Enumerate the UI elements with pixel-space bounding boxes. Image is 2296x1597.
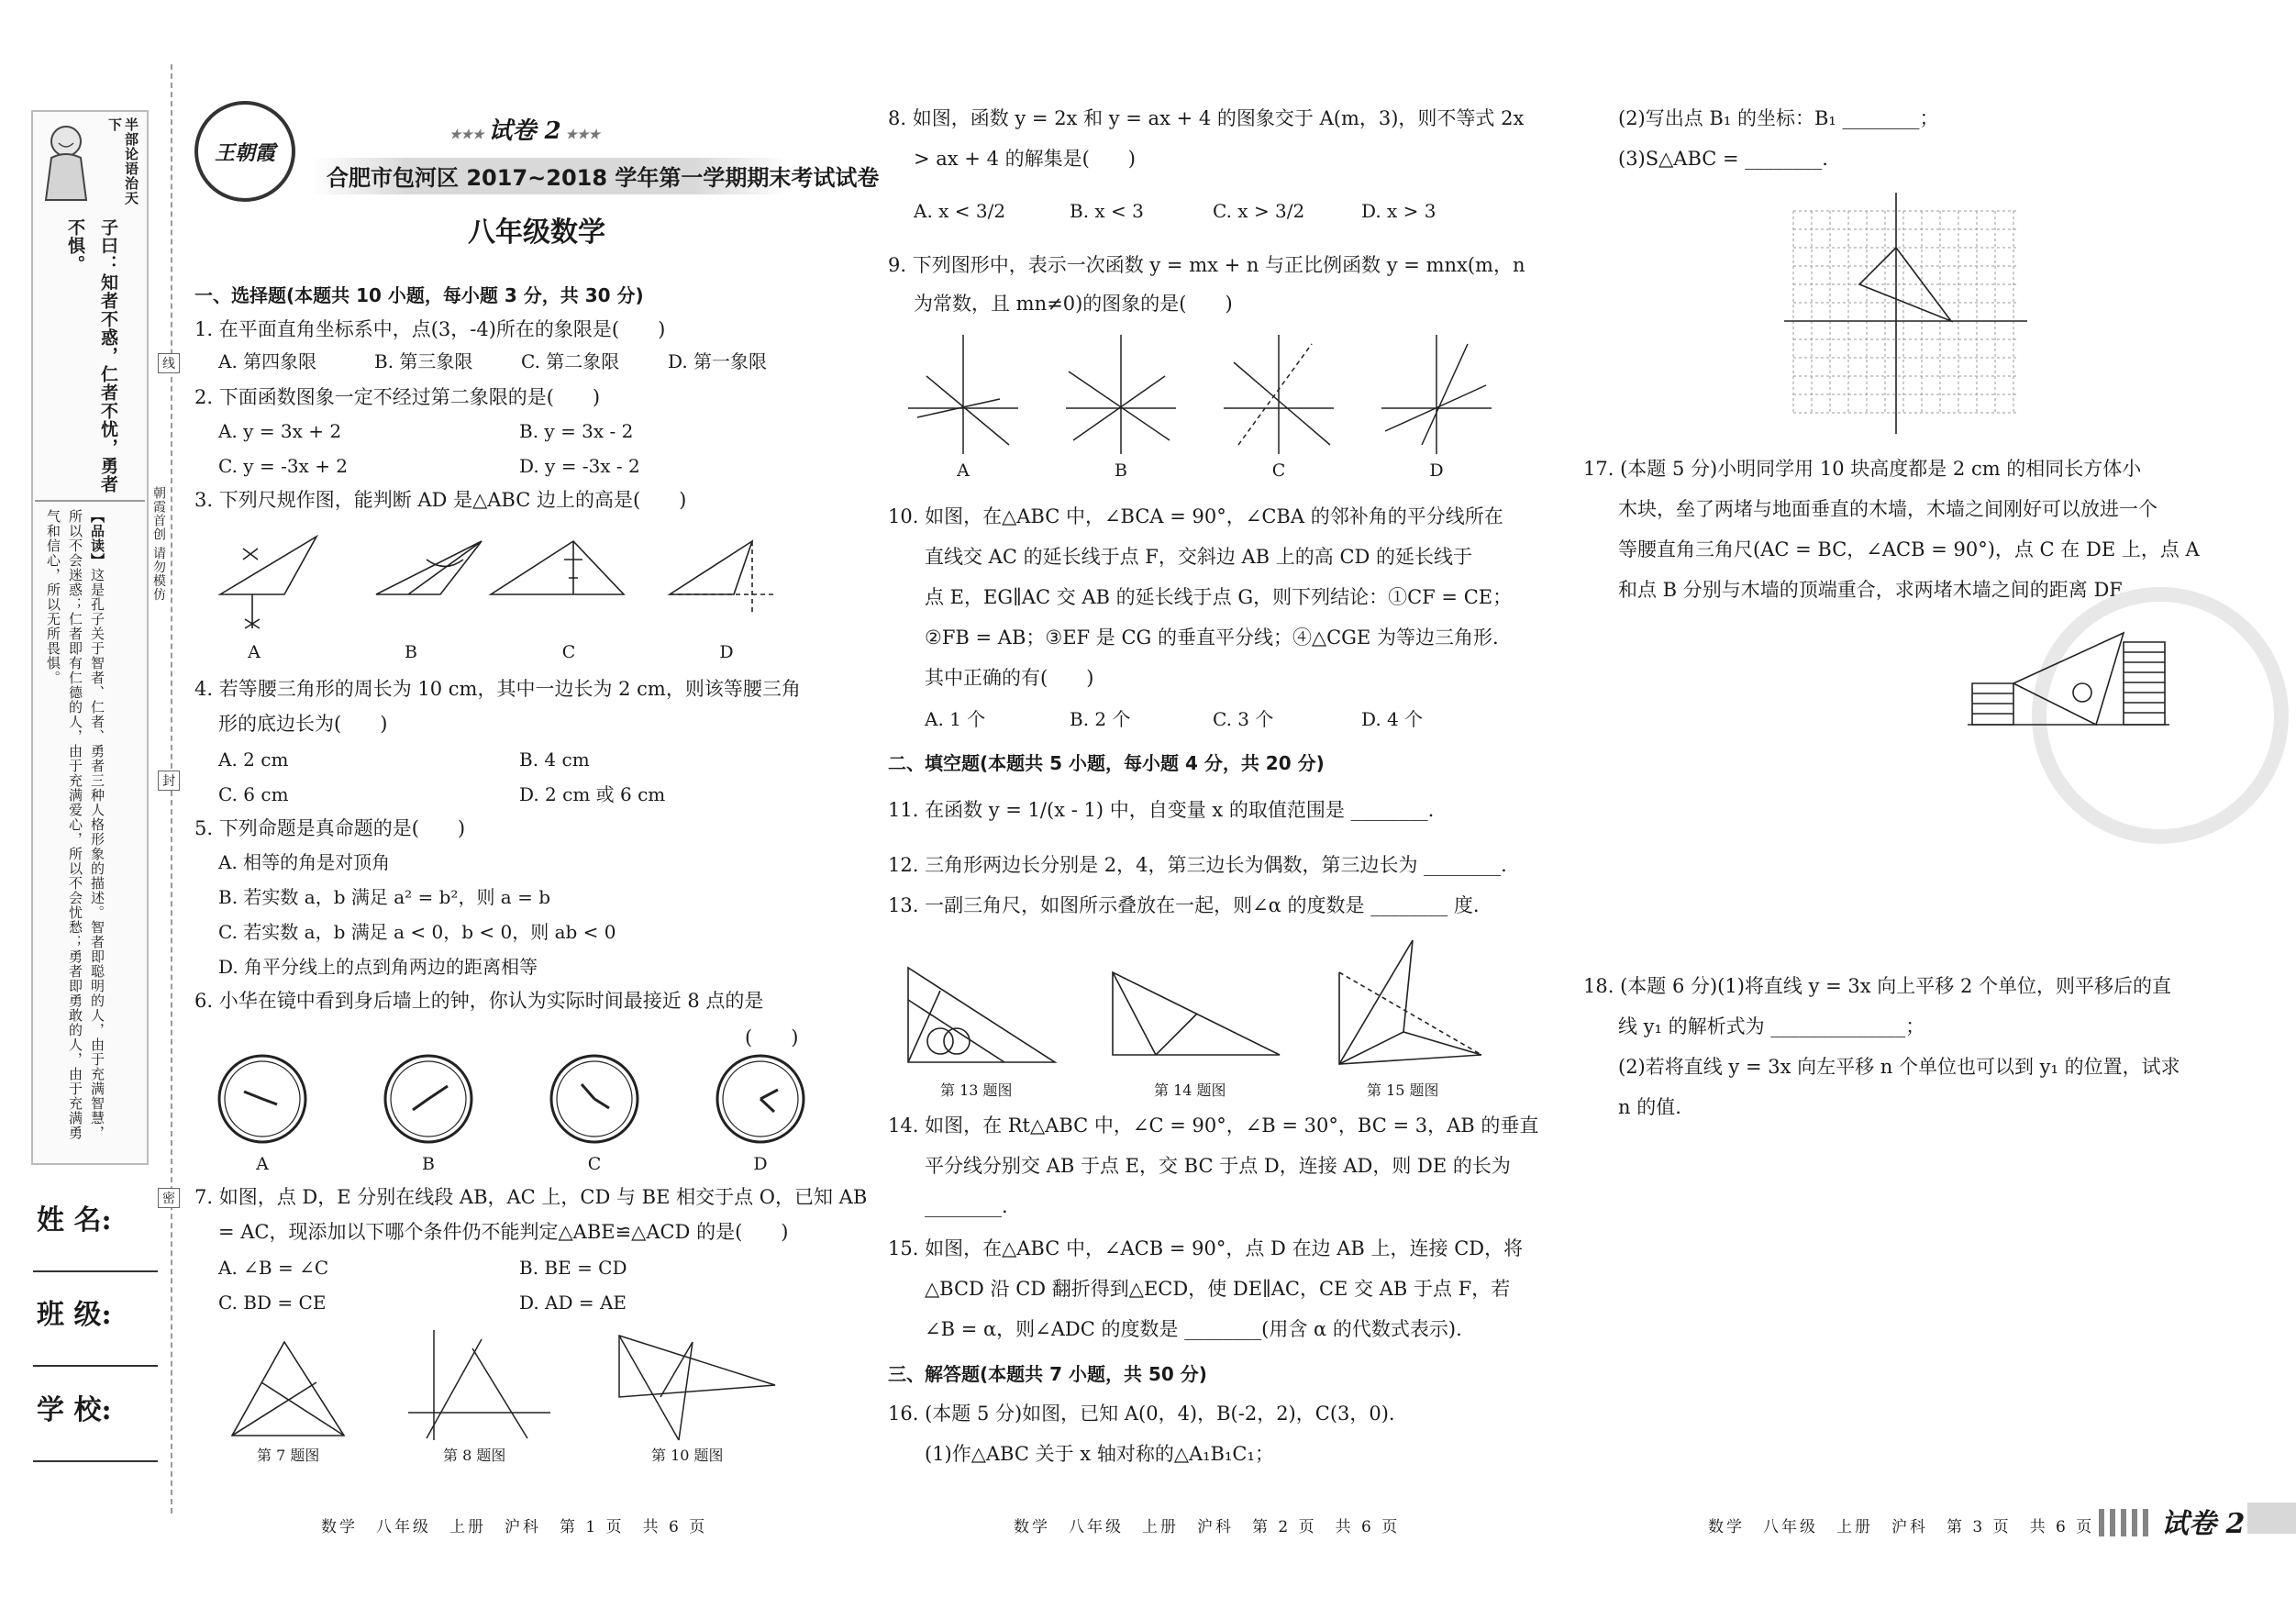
q7-option-d: D. AD = AE xyxy=(519,1292,627,1314)
q8-option-d: D. x > 3 xyxy=(1361,200,1436,222)
q2-option-b: B. y = 3x - 2 xyxy=(519,420,634,442)
q10-stem-3: 点 E，EG∥AC 交 AB 的延长线于点 G，则下列结论：①CF = CE； xyxy=(925,586,1513,608)
q3-label-d: D xyxy=(719,642,734,662)
paper-number: ★★★ 试卷 2 ★★★ xyxy=(449,117,601,145)
q10-stem: 10. 如图，在△ABC 中，∠BCA = 90°，∠CBA 的邻补角的平分线所在 xyxy=(888,505,1503,527)
q11-stem: 11. 在函数 y = 1/(x - 1) 中，自变量 x 的取值范围是 ________. xyxy=(888,799,1435,821)
school-field[interactable] xyxy=(33,1460,158,1462)
class-field[interactable] xyxy=(33,1365,158,1367)
q6-label-b: B xyxy=(422,1154,435,1174)
q13-stem: 13. 一副三角尺，如图所示叠放在一起，则∠α 的度数是 ________ 度. xyxy=(888,894,1480,916)
footer-page-1: 数学 八年级 上册 沪科 第 1 页 共 6 页 xyxy=(321,1518,708,1536)
q18-stem-4: n 的值. xyxy=(1618,1096,1681,1118)
exam-title: 合肥市包河区 2017~2018 学年第一学期期末考试试卷 xyxy=(327,165,880,191)
q1-option-d: D. 第一象限 xyxy=(668,350,768,372)
q7-figure xyxy=(225,1335,362,1440)
q9-stem: 9. 下列图形中，表示一次函数 y = mx + n 与正比例函数 y = mnx(m，n xyxy=(888,254,1525,276)
q17-stem-2: 木块，垒了两堵与地面垂直的木墙，木墙之间刚好可以放进一个 xyxy=(1618,498,2157,520)
q6-label-a: A xyxy=(256,1154,269,1174)
q16-part-3: (3)S△ABC = ________. xyxy=(1618,148,1828,170)
brand-name: 王朝霞 xyxy=(214,140,275,165)
q4-option-b: B. 4 cm xyxy=(519,749,590,771)
q8-stem-cont: > ax + 4 的解集是( ) xyxy=(914,148,1137,170)
q10-stem-5: 其中正确的有( ) xyxy=(925,667,1094,689)
q13-figure-caption: 第 13 题图 xyxy=(940,1081,1013,1099)
q3-figures xyxy=(206,523,803,633)
q15-figure xyxy=(1330,936,1491,1073)
q17-stem-3: 等腰直角三角尺(AC = BC，∠ACB = 90°)，点 C 在 DE 上，点 A xyxy=(1618,538,2200,560)
q1-option-a: A. 第四象限 xyxy=(218,350,317,372)
q8-stem: 8. 如图，函数 y = 2x 和 y = ax + 4 的图象交于 A(m，3)，则不等式 2x xyxy=(888,107,1525,129)
q8-option-b: B. x < 3 xyxy=(1070,200,1144,222)
q7-stem-cont: = AC，现添加以下哪个条件仍不能判定△ABE≌△ACD 的是( ) xyxy=(218,1221,789,1243)
q4-stem: 4. 若等腰三角形的周长为 10 cm，其中一边长为 2 cm，则该等腰三角 xyxy=(194,678,801,700)
star-right-icon: ★★★ xyxy=(560,128,601,142)
q3-label-c: C xyxy=(561,642,576,662)
q5-option-b: B. 若实数 a，b 满足 a² = b²，则 a = b xyxy=(218,886,551,908)
q2-option-a: A. y = 3x + 2 xyxy=(218,420,342,442)
q16-grid xyxy=(1784,188,2032,436)
seal-line: 线 xyxy=(158,353,180,373)
q15-stem: 15. 如图，在△ABC 中，∠ACB = 90°，点 D 在边 AB 上，连接 CD，将 xyxy=(888,1237,1524,1259)
q16-stem: 16. (本题 5 分)如图，已知 A(0，4)，B(-2，2)，C(3，0). xyxy=(888,1403,1395,1425)
star-left-icon: ★★★ xyxy=(449,128,489,142)
q7-option-a: A. ∠B = ∠C xyxy=(218,1257,329,1279)
q9-label-a: A xyxy=(957,460,970,481)
q13-figure xyxy=(904,963,1064,1064)
q5-stem: 5. 下列命题是真命题的是( ) xyxy=(194,817,466,839)
section-3-heading: 三、解答题(本题共 7 小题，共 50 分) xyxy=(888,1363,1207,1385)
reading-body: 这是孔子关于智者、仁者、勇者三种人格形象的描述。智者即聪明的人，由于充满智慧，所以不会迷惑；仁者即有仁德的人，由于充满爱心，所以不会忧愁；勇者即勇敢的人，由于充满勇气和信心，所以无所畏惧。 xyxy=(45,509,105,1140)
q1-stem: 1. 在平面直角坐标系中，点(3，-4)所在的象限是( ) xyxy=(194,318,666,340)
seal-secret: 密 xyxy=(158,1188,180,1208)
q14-figure-caption: 第 14 题图 xyxy=(1154,1081,1226,1099)
q6-clocks xyxy=(216,1053,813,1154)
q10-figure-caption: 第 10 题图 xyxy=(651,1447,724,1464)
q16-part-2: (2)写出点 B₁ 的坐标：B₁ ________； xyxy=(1618,107,1939,129)
q9-label-d: D xyxy=(1429,460,1444,481)
corner-band xyxy=(2247,1503,2296,1534)
q10-option-b: B. 2 个 xyxy=(1070,708,1131,730)
quote-divider xyxy=(35,500,145,502)
q3-stem: 3. 下列尺规作图，能判断 AD 是△ABC 边上的高是( ) xyxy=(194,489,687,511)
name-field[interactable] xyxy=(33,1270,158,1272)
subject-title: 八年级数学 xyxy=(468,216,605,249)
q7-option-b: B. BE = CD xyxy=(519,1257,627,1279)
q2-option-d: D. y = -3x - 2 xyxy=(519,455,640,477)
q18-stem-2: 线 y₁ 的解析式为 ______________； xyxy=(1618,1015,1925,1037)
seal-seal: 封 xyxy=(158,771,180,791)
q10-figure xyxy=(610,1328,780,1440)
q14-figure xyxy=(1105,968,1289,1064)
q2-option-c: C. y = -3x + 2 xyxy=(218,455,349,477)
q10-option-c: C. 3 个 xyxy=(1213,708,1274,730)
section-2-heading: 二、填空题(本题共 5 小题，每小题 4 分，共 20 分) xyxy=(888,752,1325,774)
q5-option-c: C. 若实数 a，b 满足 a < 0，b < 0，则 ab < 0 xyxy=(218,921,616,943)
corner-dots-icon xyxy=(2099,1509,2154,1536)
q15-figure-caption: 第 15 题图 xyxy=(1367,1081,1439,1099)
brand-logo xyxy=(194,101,295,202)
q6-label-c: C xyxy=(587,1154,602,1174)
confucius-quote: 子曰：知者不惑，仁者不忧，勇者不惧。 xyxy=(65,218,118,494)
q9-label-b: B xyxy=(1115,460,1127,481)
paper-tag: 试卷 2 xyxy=(2161,1508,2246,1540)
q10-option-d: D. 4 个 xyxy=(1361,708,1424,730)
q6-label-d: D xyxy=(753,1154,768,1174)
q4-option-a: A. 2 cm xyxy=(218,749,289,771)
q1-option-b: B. 第三象限 xyxy=(374,350,473,372)
q7-stem: 7. 如图，点 D，E 分别在线段 AB，AC 上，CD 与 BE 相交于点 O，已知 AB xyxy=(194,1186,868,1208)
motto-top: 半部论语治天下 xyxy=(106,117,139,205)
q18-stem: 18. (本题 6 分)(1)将直线 y = 3x 向上平移 2 个单位，则平移后的直 xyxy=(1583,975,2171,997)
q17-stem-4: 和点 B 分别与木墙的顶端重合，求两堵木墙之间的距离 DE. xyxy=(1618,579,2130,601)
q9-graphs xyxy=(908,335,1514,454)
q14-stem-3: ________. xyxy=(925,1195,1008,1217)
q15-stem-2: △BCD 沿 CD 翻折得到△ECD，使 DE∥AC，CE 交 AB 于点 F，若 xyxy=(925,1278,1511,1300)
q7-figure-caption: 第 7 题图 xyxy=(257,1447,320,1464)
q8-option-c: C. x > 3/2 xyxy=(1213,200,1305,222)
q8-figure xyxy=(408,1330,555,1440)
sage-illustration xyxy=(35,116,99,207)
q18-stem-3: (2)若将直线 y = 3x 向左平移 n 个单位也可以到 y₁ 的位置，试求 xyxy=(1618,1056,2180,1078)
q10-stem-4: ②FB = AB；③EF 是 CG 的垂直平分线；④△CGE 为等边三角形. xyxy=(925,627,1499,649)
q2-stem: 2. 下面函数图象一定不经过第二象限的是( ) xyxy=(194,386,601,408)
q9-label-c: C xyxy=(1271,460,1286,481)
q8-option-a: A. x < 3/2 xyxy=(914,200,1006,222)
q9-stem-cont: 为常数，且 mn≠0)的图象的是( ) xyxy=(914,293,1233,315)
q1-option-c: C. 第二象限 xyxy=(521,350,620,372)
q15-stem-3: ∠B = α，则∠ADC 的度数是 ________(用含 α 的代数式表示). xyxy=(925,1318,1462,1340)
q5-option-d: D. 角平分线上的点到角两边的距离相等 xyxy=(218,956,538,978)
q14-stem: 14. 如图，在 Rt△ABC 中，∠C = 90°，∠B = 30°，BC = 3，AB 的垂直 xyxy=(888,1115,1539,1137)
q4-option-d: D. 2 cm 或 6 cm xyxy=(519,783,666,805)
q12-stem: 12. 三角形两边长分别是 2，4，第三边长为偶数，第三边长为 ________. xyxy=(888,854,1507,876)
copyright-note: 朝霞首创 请勿模仿 xyxy=(151,486,166,602)
q14-stem-2: 平分线分别交 AB 于点 E，交 BC 于点 D，连接 AD，则 DE 的长为 xyxy=(925,1155,1511,1177)
q6-answer-paren: ( ) xyxy=(745,1026,799,1048)
footer-page-3: 数学 八年级 上册 沪科 第 3 页 共 6 页 xyxy=(1708,1518,2095,1536)
q6-stem: 6. 小华在镜中看到身后墙上的钟，你认为实际时间最接近 8 点的是 xyxy=(194,990,764,1012)
section-1-heading: 一、选择题(本题共 10 小题，每小题 3 分，共 30 分) xyxy=(194,284,644,306)
q3-label-b: B xyxy=(405,642,417,662)
reading-text xyxy=(42,509,108,1151)
q5-option-a: A. 相等的角是对顶角 xyxy=(218,851,391,873)
name-label: 姓 名: xyxy=(37,1204,112,1237)
q7-option-c: C. BD = CE xyxy=(218,1292,327,1314)
footer-page-2: 数学 八年级 上册 沪科 第 2 页 共 6 页 xyxy=(1014,1518,1401,1536)
class-label: 班 级: xyxy=(37,1299,112,1331)
reading-label: 【品读】 xyxy=(89,509,105,568)
q3-label-a: A xyxy=(248,642,261,662)
q10-option-a: A. 1 个 xyxy=(925,708,986,730)
school-label: 学 校: xyxy=(37,1394,112,1426)
q10-stem-2: 直线交 AC 的延长线于点 F，交斜边 AB 上的高 CD 的延长线于 xyxy=(925,546,1473,568)
q8-figure-caption: 第 8 题图 xyxy=(443,1447,506,1464)
q17-figure xyxy=(1968,624,2169,743)
q4-stem-cont: 形的底边长为( ) xyxy=(218,713,388,735)
q17-stem: 17. (本题 5 分)小明同学用 10 块高度都是 2 cm 的相同长方体小 xyxy=(1583,458,2142,480)
q16-part-1: (1)作△ABC 关于 x 轴对称的△A₁B₁C₁； xyxy=(925,1443,1274,1465)
q4-option-c: C. 6 cm xyxy=(218,783,289,805)
